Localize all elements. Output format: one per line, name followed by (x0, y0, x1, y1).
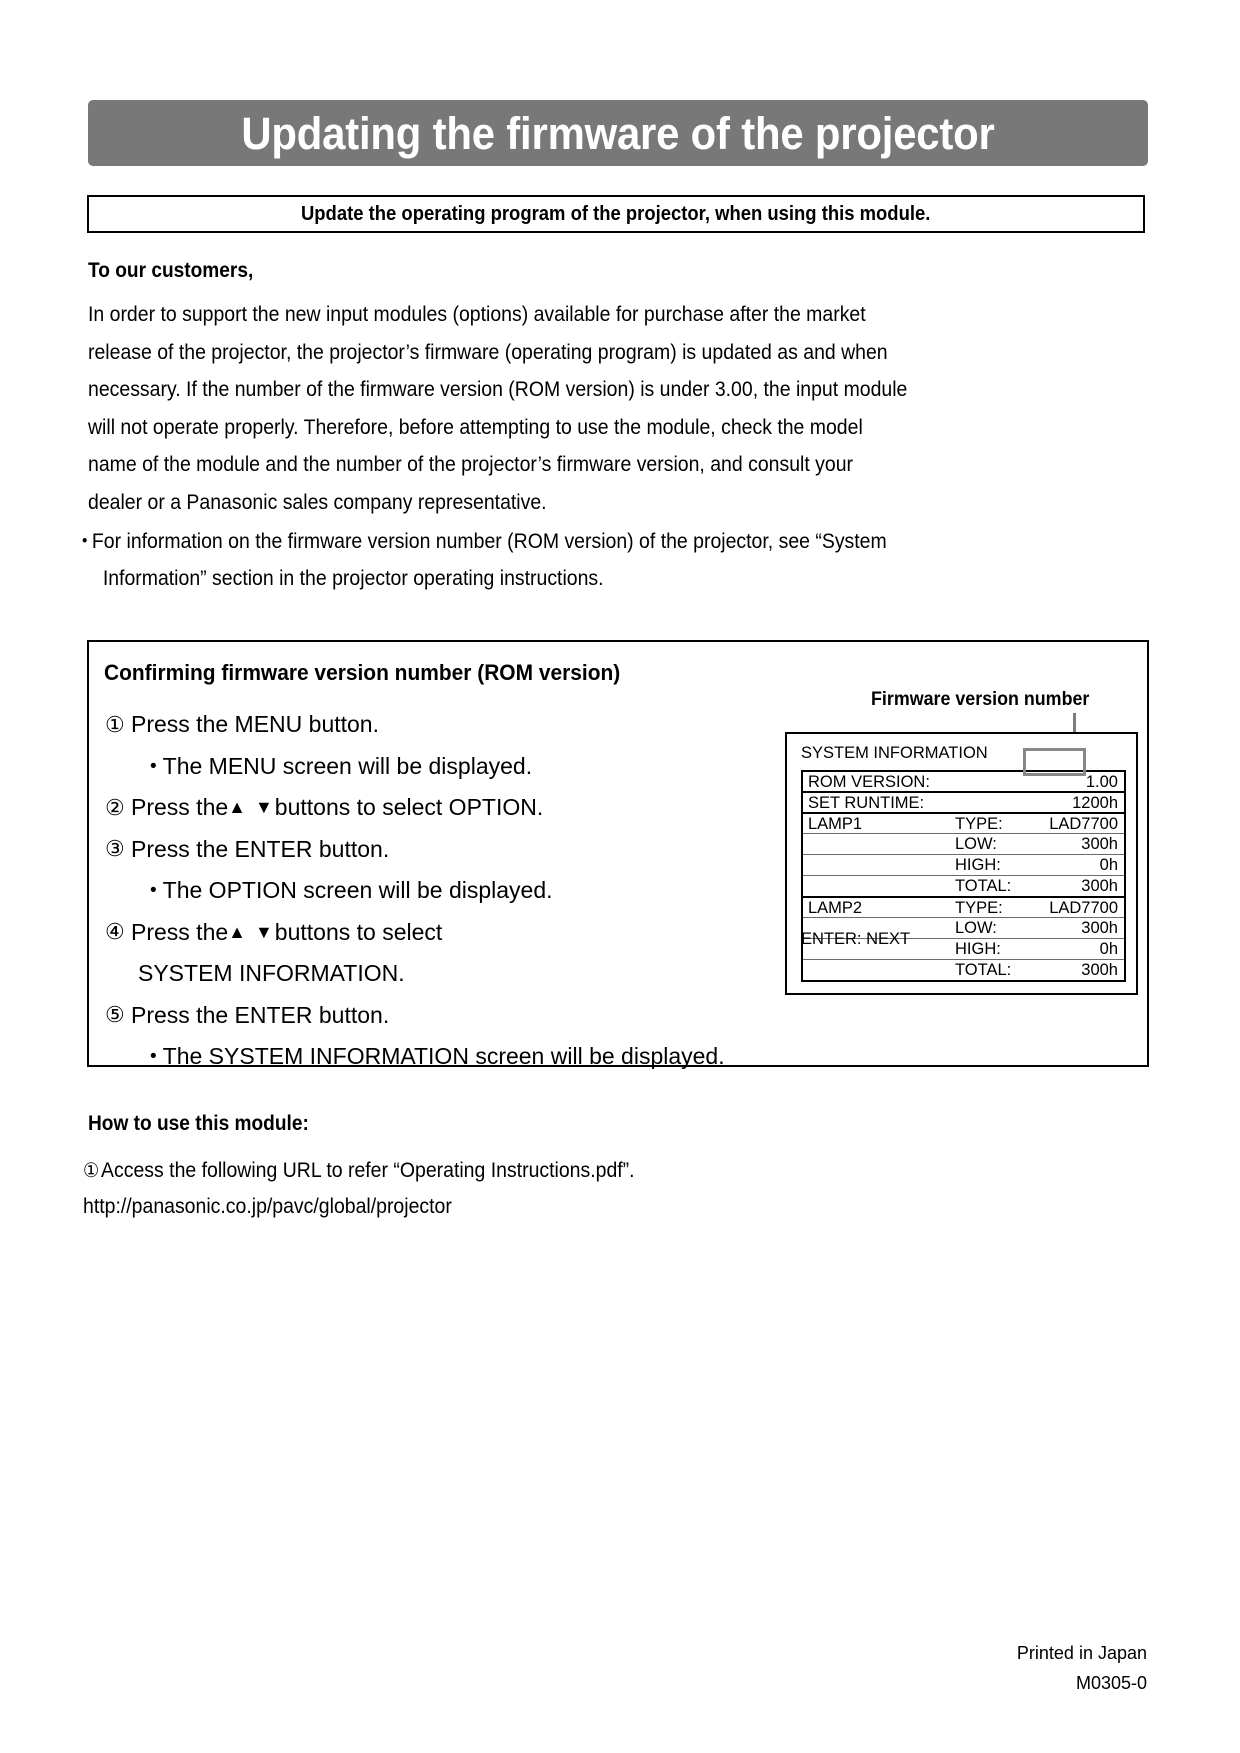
howto-step (83, 1152, 898, 1188)
step-number-icon: ④ (105, 919, 125, 945)
step-note (105, 870, 805, 912)
intro-paragraph (88, 296, 1168, 521)
footer-printed-in: Printed in Japan (1016, 1643, 1147, 1663)
howto-step-text: Access the following URL to refer “Operating Instructions.pdf”. (101, 1158, 635, 1182)
osd-cell-value: 300h (1081, 961, 1118, 979)
step-note (105, 1036, 805, 1078)
footer-document-code: M0305-0 (1075, 1673, 1147, 1693)
step-text-pre: Press the (131, 794, 229, 820)
osd-row-lamp2-total (803, 959, 1124, 980)
osd-cell-sublabel: HIGH: (955, 856, 1001, 874)
osd-cell-sublabel: TOTAL: (955, 961, 1012, 979)
osd-cell-sublabel: TYPE: (955, 899, 1003, 917)
step-text-post: buttons to select OPTION. (274, 794, 544, 820)
osd-cell-label: SET RUNTIME: (808, 794, 925, 812)
page-title: Updating the firmware of the projector (241, 107, 995, 159)
step-number-icon: ① (83, 1160, 100, 1182)
osd-cell-value: 0h (1099, 940, 1118, 958)
osd-row-lamp1-type (803, 812, 1124, 833)
step-text: Press the MENU button. (131, 711, 379, 737)
osd-row-lamp1-total (803, 875, 1124, 896)
osd-cell-sublabel: TOTAL: (955, 877, 1012, 895)
step-number-icon: ③ (105, 836, 125, 862)
page-footer (1017, 1638, 1147, 1698)
bullet-line (82, 522, 1068, 560)
paragraph-line: name of the module and the number of the projector’s firmware version, and consult your (88, 452, 854, 476)
osd-cell-value: 0h (1099, 856, 1118, 874)
osd-table (801, 770, 1126, 982)
step-item (105, 787, 805, 829)
page-title-banner (88, 100, 1148, 166)
osd-cell-sublabel: HIGH: (955, 940, 1001, 958)
procedure-title: Confirming firmware version number (ROM version) (104, 660, 621, 685)
step-item (105, 912, 805, 954)
paragraph-line: necessary. If the number of the firmware version (ROM version) is under 3.00, the input module (88, 377, 908, 401)
intro-heading: To our customers, (88, 259, 254, 282)
step-note-text: The SYSTEM INFORMATION screen will be displayed. (162, 1043, 725, 1069)
rom-version-highlight-box (1023, 748, 1086, 776)
step-note (105, 746, 805, 788)
osd-row-set-runtime (803, 791, 1124, 812)
osd-cell-label: LAMP2 (808, 899, 863, 917)
step-text: Press the ENTER button. (131, 1001, 390, 1028)
howto-block (83, 1152, 983, 1224)
step-number-icon: ① (105, 711, 125, 737)
osd-cell-value: 1200h (1072, 794, 1118, 812)
step-item (105, 704, 805, 746)
bullet-line: Information” section in the projector operating instructions. (102, 565, 604, 590)
osd-cell-value: 300h (1081, 919, 1118, 937)
osd-cell-value: 300h (1081, 877, 1118, 895)
step-number-icon: ② (105, 794, 125, 820)
osd-cell-sublabel: TYPE: (955, 815, 1003, 833)
howto-url[interactable]: http://panasonic.co.jp/pavc/global/projector (83, 1194, 452, 1218)
osd-cell-value: 300h (1081, 835, 1118, 853)
osd-cell-sublabel: LOW: (955, 835, 997, 853)
osd-row-lamp1-high (803, 854, 1124, 875)
step-text-post: buttons to select (274, 918, 443, 945)
paragraph-line: dealer or a Panasonic sales company representative. (88, 489, 547, 514)
step-item (105, 829, 805, 871)
paragraph-line: will not operate properly. Therefore, before attempting to use the module, check the model (88, 414, 863, 439)
osd-row-lamp2-type (803, 896, 1124, 917)
bullet-marker-icon: • (150, 755, 157, 777)
osd-title: SYSTEM INFORMATION (801, 744, 988, 762)
osd-cell-label: LAMP1 (808, 815, 863, 833)
procedure-steps (105, 704, 805, 1078)
step-text: Press the ENTER button. (131, 835, 390, 862)
paragraph-line: In order to support the new input modules (options) available for purchase after the market (88, 302, 866, 326)
bullet-text: For information on the firmware version number (ROM version) of the projector, see “System (91, 529, 887, 553)
bullet-marker-icon: • (150, 1046, 157, 1067)
osd-cell-label: ROM VERSION: (808, 773, 930, 791)
bullet-marker-icon: • (150, 880, 157, 901)
step-note-text: The OPTION screen will be displayed. (162, 877, 553, 903)
osd-cell-sublabel: LOW: (955, 919, 997, 937)
subtitle-text: Update the operating program of the projector, when using this module. (301, 201, 931, 225)
osd-footer-hint: ENTER: NEXT (801, 930, 911, 948)
osd-cell-value: LAD7700 (1049, 899, 1118, 917)
howto-heading: How to use this module: (88, 1112, 309, 1135)
intro-bullet (82, 522, 1172, 597)
subtitle-box (87, 195, 1145, 233)
paragraph-line: release of the projector, the projector’s firmware (operating program) is updated as and when (88, 339, 888, 364)
step-continuation: SYSTEM INFORMATION. (138, 960, 405, 986)
osd-cell-value: LAD7700 (1049, 815, 1118, 833)
step-item (105, 995, 805, 1037)
callout-label: Firmware version number (871, 689, 1090, 710)
osd-cell-value: 1.00 (1085, 773, 1118, 791)
step-text-pre: Press the (131, 918, 229, 945)
bullet-marker-icon: • (82, 531, 88, 550)
step-note-text: The MENU screen will be displayed. (162, 752, 533, 779)
osd-row-lamp1-low (803, 833, 1124, 854)
step-number-icon: ⑤ (105, 1002, 125, 1028)
arrow-up-down-icon: ▲ ▼ (228, 797, 275, 817)
arrow-up-down-icon: ▲ ▼ (228, 921, 275, 942)
